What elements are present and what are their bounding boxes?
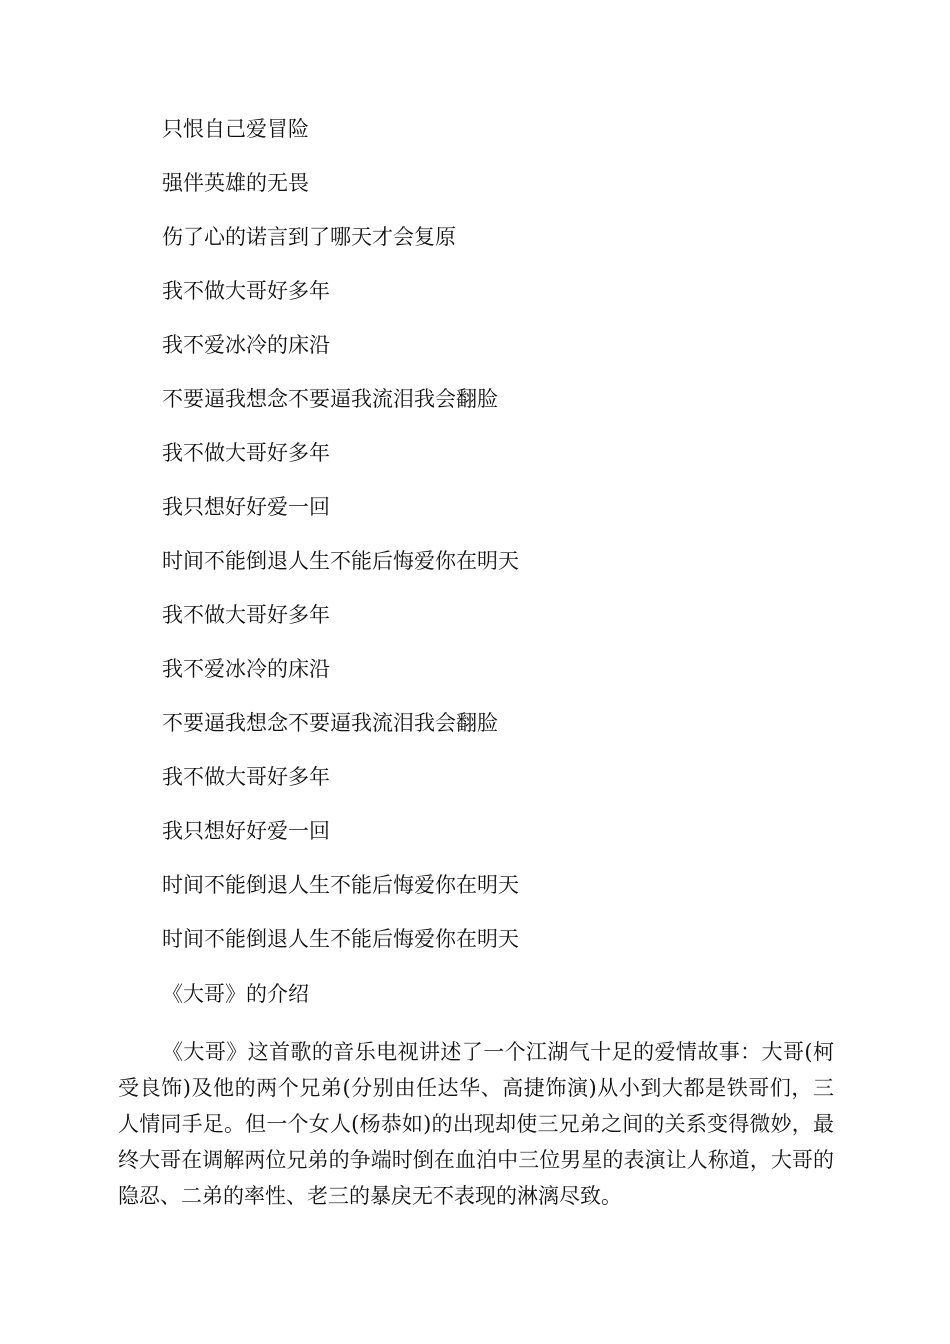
lyric-line: 我不做大哥好多年 [162,441,330,465]
lyric-line: 我只想好好爱一回 [162,819,330,843]
lyric-line: 不要逼我想念不要逼我流泪我会翻脸 [162,387,498,411]
lyric-line: 不要逼我想念不要逼我流泪我会翻脸 [162,711,498,735]
lyric-line: 时间不能倒退人生不能后悔爱你在明天 [162,549,519,573]
lyric-line: 我不做大哥好多年 [162,279,330,303]
lyric-line: 强伴英雄的无畏 [162,171,309,195]
lyric-line: 我不做大哥好多年 [162,765,330,789]
lyric-line: 只恨自己爱冒险 [162,117,309,141]
intro-paragraph: 《大哥》这首歌的音乐电视讲述了一个江湖气十足的爱情故事：大哥(柯受良饰)及他的两个兄弟(分别由任达华、高捷饰演)从小到大都是铁哥们，三人情同手足。但一个女人(杨恭如)的出现却使三兄弟之间的关系变得微妙，最终大哥在调解两位兄弟的争端时倒在血泊中三位男星的表演让人称道，大哥的隐忍、二弟的率性、老三的暴戾无不表现的淋漓尽致。 [118,1040,834,1208]
lyric-line: 时间不能倒退人生不能后悔爱你在明天 [162,873,519,897]
lyric-line: 伤了心的诺言到了哪天才会复原 [162,225,456,249]
lyric-line: 我不爱冰冷的床沿 [162,333,330,357]
lyric-line: 时间不能倒退人生不能后悔爱你在明天 [162,927,519,951]
lyric-line: 我只想好好爱一回 [162,495,330,519]
lyric-line: 我不爱冰冷的床沿 [162,657,330,681]
section-title: 《大哥》的介绍 [162,982,309,1006]
lyric-line: 我不做大哥好多年 [162,603,330,627]
lyrics-list [162,112,842,976]
